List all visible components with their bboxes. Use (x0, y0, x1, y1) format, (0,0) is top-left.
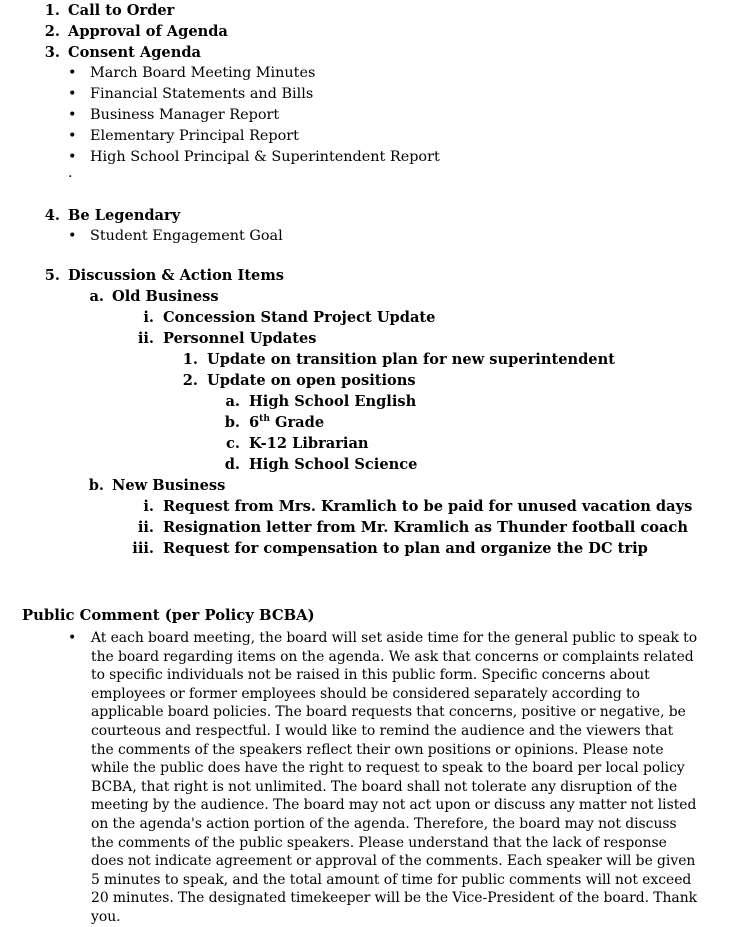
old-business-label: Old Business (112, 288, 219, 305)
old-business-item-i-marker: i. (143, 309, 154, 326)
agenda-item-1 (0, 0, 745, 21)
personnel-update-2-label: Update on open positions (207, 372, 416, 389)
agenda-item-5 (0, 265, 745, 286)
new-business-marker: b. (88, 477, 104, 494)
new-business-label: New Business (112, 477, 226, 494)
bullet-icon: • (68, 107, 77, 123)
open-position-a-label: High School English (249, 393, 417, 410)
open-position-b-label (249, 412, 324, 433)
agenda-item-5-label: Discussion & Action Items (68, 267, 284, 284)
old-business-item-ii-label: Personnel Updates (163, 330, 317, 347)
personnel-update-1 (0, 349, 745, 370)
open-position-b (0, 412, 745, 433)
new-business-item-i-marker: i. (143, 498, 154, 515)
new-business-item-i-label: Request from Mrs. Kramlich to be paid for unused vacation days (163, 498, 693, 515)
new-business-item-i (0, 496, 745, 517)
new-business-item-iii-marker: iii. (132, 540, 154, 557)
open-position-b-suffix: Grade (269, 414, 325, 431)
consent-bullet-3-label: Business Manager Report (90, 107, 280, 123)
bullet-icon: • (68, 86, 77, 102)
consent-bullet-2 (0, 84, 745, 105)
old-business-item-i (0, 307, 745, 328)
open-position-c (0, 433, 745, 454)
agenda-item-3-label: Consent Agenda (68, 44, 201, 61)
agenda-item-5-marker: 5. (44, 267, 60, 284)
agenda-item-1-marker: 1. (44, 2, 60, 19)
new-business-item-ii-marker: ii. (137, 519, 154, 536)
new-business-item-ii (0, 517, 745, 538)
open-position-c-marker: c. (226, 435, 240, 452)
personnel-update-1-label: Update on transition plan for new superintendent (207, 351, 615, 368)
new-business-item-iii-label: Request for compensation to plan and organize the DC trip (163, 540, 648, 557)
be-legendary-bullet-1 (0, 226, 745, 247)
agenda-item-2 (0, 21, 745, 42)
bullet-icon: • (68, 630, 77, 646)
consent-bullet-4 (0, 126, 745, 147)
agenda-item-2-label: Approval of Agenda (68, 23, 228, 40)
open-position-d-label: High School Science (249, 456, 418, 473)
old-business-item-ii-marker: ii. (137, 330, 154, 347)
new-business-heading (0, 475, 745, 496)
old-business-heading (0, 286, 745, 307)
public-comment-heading: Public Comment (per Policy BCBA) (22, 607, 315, 624)
spacer (0, 559, 745, 606)
old-business-item-i-label: Concession Stand Project Update (163, 309, 436, 326)
public-comment-paragraph-row (0, 629, 745, 927)
personnel-update-2 (0, 370, 745, 391)
consent-bullet-1-label: March Board Meeting Minutes (90, 65, 316, 81)
open-position-b-number: 6 (249, 414, 260, 431)
agenda-item-4-label: Be Legendary (68, 207, 181, 224)
open-position-a-marker: a. (225, 393, 240, 410)
be-legendary-bullet-1-label: Student Engagement Goal (90, 228, 283, 244)
agenda-item-3 (0, 42, 745, 63)
bullet-icon: • (68, 149, 77, 165)
consent-bullet-1 (0, 63, 745, 84)
consent-bullet-3 (0, 105, 745, 126)
spacer (0, 187, 745, 205)
consent-bullet-5-label: High School Principal & Superintendent Report (90, 149, 440, 165)
ordinal-suffix: th (259, 414, 270, 425)
bullet-icon: • (68, 128, 77, 144)
personnel-update-1-marker: 1. (182, 351, 198, 368)
consent-bullet-empty (0, 168, 745, 187)
agenda-item-1-label: Call to Order (68, 2, 175, 19)
open-position-d (0, 454, 745, 475)
spacer (0, 247, 745, 265)
bullet-icon: · (68, 169, 73, 185)
old-business-item-ii (0, 328, 745, 349)
new-business-item-iii (0, 538, 745, 559)
open-position-b-marker: b. (224, 414, 240, 431)
public-comment-body: At each board meeting, the board will set aside time for the general public to speak to the board regarding items on the agenda. We ask that concerns or complaints related to specific individuals not be raised in this public form. Specific concerns about employees or former employees should be considered separately according to applicable board policies. The board requests that concerns, positive or negative, be courteous and respectful. I would like to remind the audience and the viewers that the comments of the speakers reflect their own positions or opinions. Please note while the public does have the right to request to speak to the board per local policy BCBA, that right is not unlimited. The board shall not tolerate any disruption of the meeting by the audience. The board may not act upon or discuss any matter not listed on the agenda's action portion of the agenda. Therefore, the board may not discuss the comments of the public speakers. Please understand that the lack of response does not indicate agreement or approval of the comments. Each speaker will be given 5 minutes to speak, and the total amount of time for public comments will not exceed 20 minutes. The designated timekeeper will be the Vice-President of the board. Thank you. (91, 630, 698, 925)
agenda-item-2-marker: 2. (44, 23, 60, 40)
agenda-item-4 (0, 205, 745, 226)
open-position-d-marker: d. (224, 456, 240, 473)
consent-bullet-5 (0, 147, 745, 168)
new-business-item-ii-label: Resignation letter from Mr. Kramlich as Thunder football coach (163, 519, 688, 536)
personnel-update-2-marker: 2. (182, 372, 198, 389)
open-position-a (0, 391, 745, 412)
agenda-item-3-marker: 3. (44, 44, 60, 61)
bullet-icon: • (68, 65, 77, 81)
consent-bullet-2-label: Financial Statements and Bills (90, 86, 314, 102)
open-position-c-label: K-12 Librarian (249, 435, 369, 452)
consent-bullet-4-label: Elementary Principal Report (90, 128, 299, 144)
bullet-icon: • (68, 228, 77, 244)
agenda-item-4-marker: 4. (44, 207, 60, 224)
old-business-marker: a. (89, 288, 104, 305)
